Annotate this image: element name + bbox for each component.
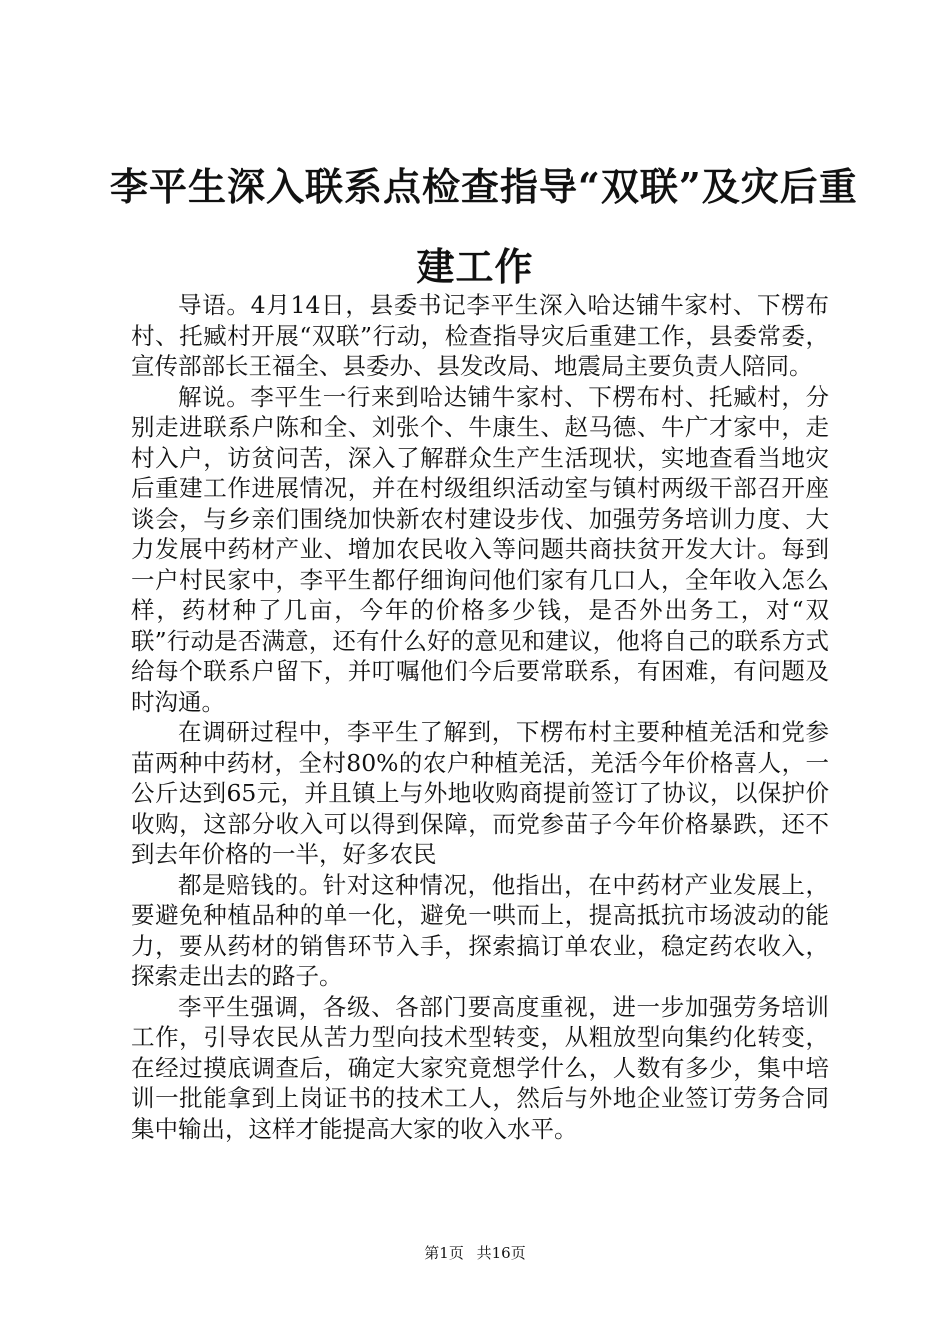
paragraph-guidance: 都是赔钱的。针对这种情况，他指出，在中药材产业发展上，要避免种植品种的单一化，避免一哄而上，提高抵抗市场波动的能力，要从药材的销售环节入手，探索搞订单农业，稳定药农收入，探索走出去的路子。	[131, 870, 829, 990]
page-total: 共16页	[476, 1244, 526, 1262]
document-title-line-2: 建工作	[416, 244, 534, 289]
article-body	[131, 290, 829, 1144]
page-footer	[0, 1243, 950, 1263]
paragraph-emphasis: 李平生强调，各级、各部门要高度重视，进一步加强劳务培训工作，引导农民从苦力型向技术型转变，从粗放型向集约化转变，在经过摸底调查后，确定大家究竟想学什么，人数有多少，集中培训一批能拿到上岗证书的技术工人，然后与外地企业签订劳务合同集中输出，这样才能提高大家的收入水平。	[131, 992, 829, 1143]
paragraph-intro: 导语。4月14日，县委书记李平生深入哈达铺牛家村、下楞布村、托臧村开展“双联”行动，检查指导灾后重建工作，县委常委，宣传部部长王福全、县委办、县发改局、地震局主要负责人陪同。	[131, 291, 829, 380]
page-number: 第1页	[424, 1244, 464, 1262]
document-title-line-1: 李平生深入联系点检查指导“双联”及灾后重	[110, 164, 858, 209]
paragraph-research: 在调研过程中，李平生了解到，下楞布村主要种植羌活和党参苗两种中药材，全村80%的农户种植羌活，羌活今年价格喜人，一公斤达到65元，并且镇上与外地收购商提前签订了协议，以保护价收购，这部分收入可以得到保障，而党参苗子今年价格暴跌，还不到去年价格的一半，好多农民	[131, 718, 829, 868]
paragraph-narration: 解说。李平生一行来到哈达铺牛家村、下楞布村、托臧村，分别走进联系户陈和全、刘张个、牛康生、赵马德、牛广才家中，走村入户，访贫问苦，深入了解群众生产生活现状，实地查看当地灾后重建工作进展情况，并在村级组织活动室与镇村两级干部召开座谈会，与乡亲们围绕加快新农村建设步伐、加强劳务培训力度、大力发展中药材产业、增加农民收入等问题共商扶贫开发大计。每到一户村民家中，李平生都仔细询问他们家有几口人，全年收入怎么样，药材种了几亩，今年的价格多少钱，是否外出务工，对“双联”行动是否满意，还有什么好的意见和建议，他将自己的联系方式给每个联系户留下，并叮嘱他们今后要常联系，有困难，有问题及时沟通。	[131, 382, 829, 716]
